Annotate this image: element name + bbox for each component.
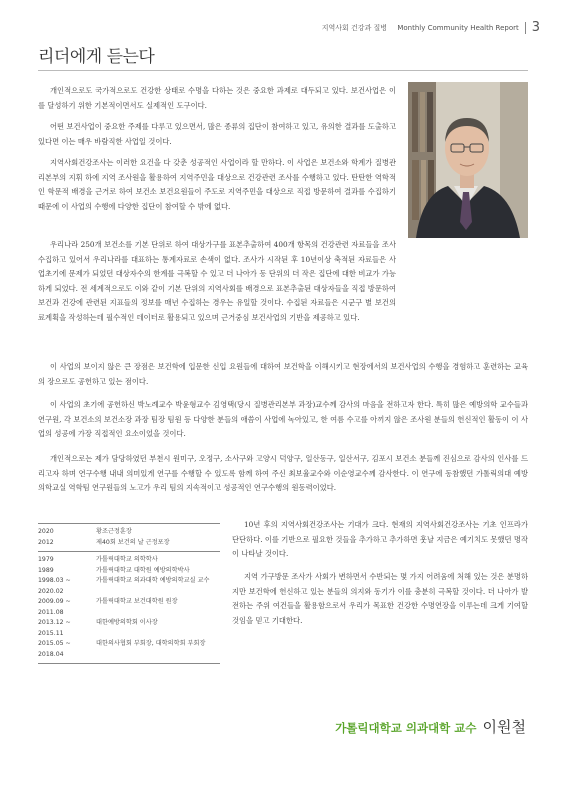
award-desc: 제40회 보건의 날 근정포장 — [96, 538, 170, 546]
page-title: 리더에게 듣는다 — [38, 47, 155, 67]
award-year: 2012 — [38, 538, 54, 546]
career-table — [38, 523, 220, 664]
paragraph-5: 이 사업의 보이지 않은 큰 장점은 보건학에 입문한 신입 요원들에 대하여 보건학을 이해시키고 현장에서의 보건사업의 수행을 경험하고 훈련하는 교육의 장으로도 공헌하고 있는 점이다. — [38, 362, 528, 386]
award-row — [38, 527, 220, 538]
history-year: 1979 — [38, 556, 54, 563]
right-paragraph-1: 10년 후의 지역사회건강조사는 기대가 크다. 현재의 지역사회건강조사는 기초 인프라가 단단하다. 이를 기반으로 필요한 것들을 추가하고 추가하면 훗날 지금은 예기치도 못했던 명작이 나타날 것이다. — [232, 520, 528, 558]
header-section-ko: 지역사회 건강과 질병 — [321, 24, 388, 32]
paragraph-4: 우리나라 250개 보건소를 기본 단위로 하여 대상가구를 표본추출하여 400개 항목의 건강관련 자료들을 조사 수집하고 있어서 우리나라를 대표하는 통계자료로 손색이 없다. 조사가 시작된 후 10년이상 축적된 자료들은 사업초기에 문제가 되었던 대상자수의 한계를 극복할 수 있고 더 나아가 동 단위의 더 작은 집단에 대한 비교가 가능하게 되었다. 전 세계적으로도 이와 같이 기본 단위의 지역사회를 배경으로 표본추출된 대상자들을 직접 방문하여 보건과 건강에 관련된 지표들의 정보를 매년 수집하는 경우는 유일할 것이다. 수집된 자료들은 시군구 별 보건의료계획을 작성하는데 필수적인 데이터로 활용되고 있으며 근거중심 보건사업의 기반을 제공하고 있다. — [38, 240, 396, 322]
history-year: 2009.09 ~ 2011.08 — [38, 598, 71, 616]
page-number: 3 — [525, 22, 540, 34]
author-signature — [335, 716, 526, 737]
history-desc: 가톨릭대학교 대학원 예방의학박사 — [96, 566, 190, 574]
paragraph-6: 이 사업의 초기에 공헌하신 박노례교수 박윤형교수 김영택(당시 질병관리본부 과장)교수께 감사의 마음을 전하고자 한다. 특히 많은 예방의학 교수들과 연구원, 각 보건소의 보건소장 과장 팀장 팀원 등 다양한 분들의 애씀이 사업에 녹아있고, 한 여름 수고를 아끼지 않은 조사원 분들의 헌신적인 활동이 이 사업의 성공에 가장 직접적인 요소이었을 것이다. — [38, 400, 528, 438]
history-row — [38, 618, 220, 639]
history-year: 2015.05 ~ 2018.04 — [38, 640, 71, 658]
history-group — [38, 551, 220, 663]
page-header — [322, 22, 540, 34]
history-desc: 대한예방의학회 이사장 — [96, 619, 158, 626]
history-row — [38, 597, 220, 618]
right-paragraph-2: 지역 가구방문 조사가 사회가 변하면서 수반되는 몇 가지 어려움에 처해 있는 것은 분명하지만 보건학에 헌신하고 있는 분들의 의지와 동기가 이를 충분히 극복할 것이다. 더 나아가 발전하는 주위 여건들을 활용함으로서 우리가 목표한 건강한 수명연장을 이루는데 크게 기여할 것임을 믿고 기대한다. — [232, 572, 528, 625]
history-row — [38, 639, 220, 660]
history-desc: 가톨릭대학교 보건대학원 원장 — [96, 598, 178, 605]
award-desc: 황조근정훈장 — [96, 528, 132, 535]
portrait-image — [408, 82, 528, 238]
history-desc: 대한의사협회 부회장, 대학의학회 부회장 — [96, 640, 206, 647]
history-row — [38, 576, 220, 597]
history-row — [38, 566, 220, 577]
paragraph-2: 어떤 보건사업이 중요한 주제를 다루고 있으면서, 많은 종류의 집단이 참여하고 있고, 유의한 결과를 도출하고 있다면 이는 매우 바람직한 사업일 것이다. — [38, 122, 396, 146]
history-year: 1998.03 ~ 2020.02 — [38, 577, 71, 595]
history-year: 2013.12 ~ 2015.11 — [38, 619, 71, 637]
paragraph-3: 지역사회건강조사는 이러한 요건을 다 갖춘 성공적인 사업이라 할 만하다. 이 사업은 보건소와 학계가 질병관리본부의 지휘 하에 지역 조사원을 활용하여 지역주민을 대상으로 건강관련 조사를 수행하고 있다. 탄탄한 역학적인 학문적 배경을 근거로 하여 보건소 보건요원들이 주도로 지역주민을 대상으로 직접 방문하여 결과를 수집하기 때문에 이 사업의 수행에 다양한 집단이 참여할 수 밖에 없다. — [38, 158, 396, 211]
awards-group — [38, 523, 220, 551]
history-desc: 가톨릭대학교 의과대학 예방의학교실 교수 — [96, 577, 210, 584]
paragraph-7: 개인적으로는 제가 담당하였던 부천시 원미구, 오정구, 소사구와 고양시 덕양구, 일산동구, 일산서구, 김포시 보건소 분들께 진심으로 감사의 인사를 드리고자 하며 연구수행 내내 의미있게 연구를 수행할 수 있도록 함께 하여 주신 최보율교수와 이순영교수께 감사한다. 이 연구에 동참했던 가톨릭의대 예방의학교실 역학팀 연구원들의 노고가 우리 팀의 지속적이고 성공적인 연구수행의 원동력이었다. — [38, 454, 528, 492]
award-year: 2020 — [38, 528, 54, 535]
title-divider — [38, 70, 528, 71]
author-affiliation: 가톨릭대학교 의과대학 교수 — [335, 721, 477, 735]
author-portrait — [408, 82, 528, 238]
award-row — [38, 538, 220, 549]
career-bottom-rule — [38, 663, 220, 664]
history-row — [38, 555, 220, 566]
author-name: 이원철 — [482, 718, 526, 736]
paragraph-1: 개인적으로도 국가적으로도 건강한 상태로 수명을 다하는 것은 중요한 과제로 대두되고 있다. 보건사업은 이를 달성하기 위한 기본적이면서도 실제적인 도구이다. — [38, 86, 396, 110]
history-desc: 가톨릭대학교 의학학사 — [96, 556, 158, 563]
history-year: 1989 — [38, 566, 54, 574]
header-section-en: Monthly Community Health Report — [397, 24, 519, 32]
